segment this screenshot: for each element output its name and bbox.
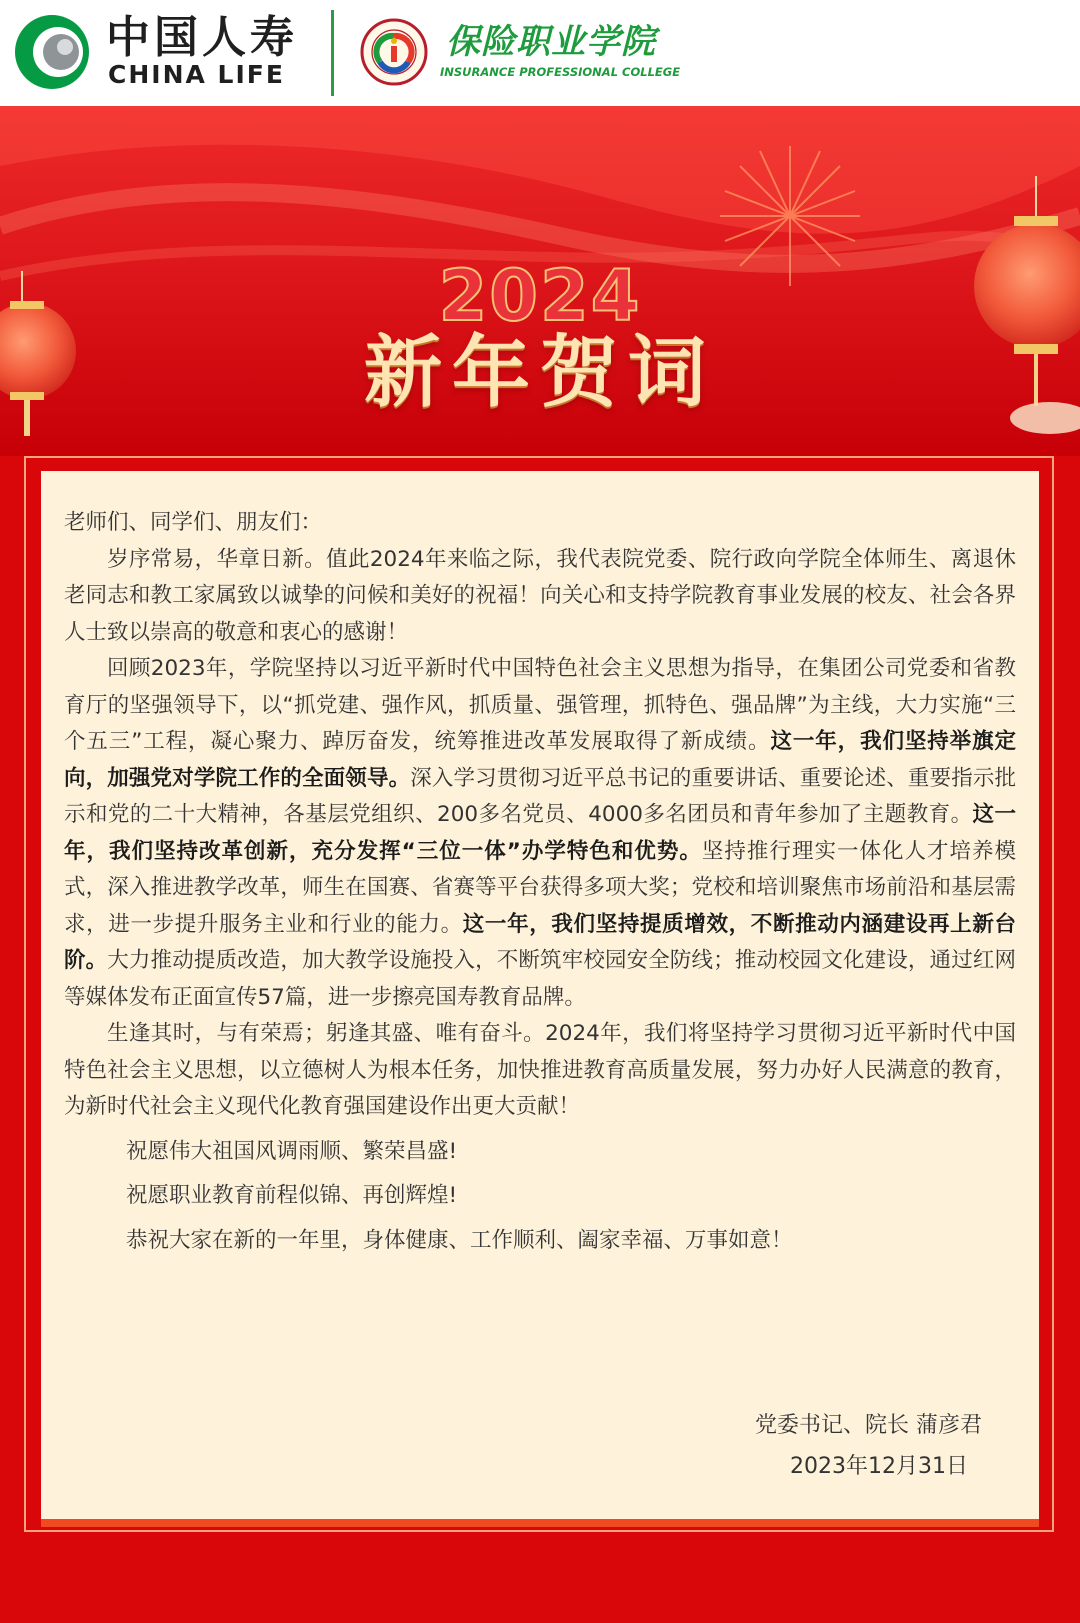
letter-wish-2: 祝愿职业教育前程似锦、再创辉煌! — [126, 1183, 458, 1208]
letter-date: 2023年12月31日 — [790, 1454, 968, 1479]
college-name-en: INSURANCE PROFESSIONAL COLLEGE — [440, 65, 681, 79]
letter-greeting: 老师们、同学们、朋友们： — [64, 510, 323, 535]
header-bar — [0, 0, 1080, 106]
p2-highlight-2: 这一年，我们坚持改革创新，充分发挥“三位一体”办学特色和优势。 — [64, 802, 1016, 864]
letter-paragraph-1: 岁序常易，华章日新。值此2024年来临之际，我代表院党委、院行政向学院全体师生、离退休老同志和教工家属致以诚挚的问候和美好的祝福！向关心和支持学院教育事业发展的校友、社会各界人士致以崇高的敬意和衷心的感谢！ — [64, 546, 1016, 645]
china-life-name-cn: 中国人寿 — [106, 12, 298, 63]
p2-detail-3: 大力推动提质改造，加大教学设施投入，不断筑牢校园安全防线；推动校园文化建设，通过红网等媒体发布正面宣传57篇，进一步擦亮国寿教育品牌。 — [64, 948, 1016, 1010]
letter-body — [64, 505, 1016, 1259]
letter-paragraph-3: 生逢其时，与有荣焉；躬逢其盛、唯有奋斗。2024年，我们将坚持学习贯彻习近平新时代中国特色社会主义思想，以立德树人为根本任务，加快推进教育高质量发展，努力办好人民满意的教育，为新时代社会主义现代化教育强国建设作出更大贡献！ — [64, 1021, 1016, 1119]
p2-detail-2: 坚持推行理实一体化人才培养模式，深入推进教学改革，师生在国赛、省赛等平台获得多项大奖；党校和培训聚焦市场前沿和基层需求，进一步提升服务主业和行业的能力。 — [64, 838, 1016, 937]
header-divider — [331, 10, 334, 96]
college-name-cn: 保险职业学院 — [446, 22, 656, 62]
college-seal-icon — [360, 18, 428, 86]
p2-intro: 回顾2023年，学院坚持以习近平新时代中国特色社会主义思想为指导，在集团公司党委和省教育厅的坚强领导下，以“抓党建、强作风，抓质量、强管理，抓特色、强品牌”为主线，大力实施“三个五三”工程，凝心聚力、踔厉奋发，统筹推进改革发展取得了新成绩。 — [64, 656, 1016, 754]
china-life-logo-icon — [14, 14, 90, 90]
letter-paragraph-2 — [64, 651, 1016, 1016]
letter-wish-3: 恭祝大家在新的一年里，身体健康、工作顺利、阖家幸福、万事如意！ — [126, 1227, 793, 1253]
p2-highlight-1: 这一年，我们坚持举旗定向，加强党对学院工作的全面领导。 — [64, 729, 1016, 791]
new-year-banner — [0, 106, 1080, 456]
banner-title: 新年贺词 — [363, 328, 716, 418]
p2-detail-1: 深入学习贯彻习近平总书记的重要讲话、重要论述、重要指示批示和党的二十大精神，各基层党组织、200多名党员、4000多名团员和青年参加了主题教育。 — [64, 765, 1016, 827]
china-life-name-en: CHINA LIFE — [108, 60, 285, 89]
letter-wish-1: 祝愿伟大祖国风调雨顺、繁荣昌盛! — [126, 1138, 458, 1164]
banner-year: 2024 — [438, 255, 642, 337]
letter-paper-bottom-edge — [41, 1519, 1039, 1527]
p2-highlight-3: 这一年，我们坚持提质增效，不断推动内涵建设再上新台阶。 — [64, 911, 1016, 973]
letter-signature: 党委书记、院长 蒲彦君 — [755, 1413, 982, 1438]
